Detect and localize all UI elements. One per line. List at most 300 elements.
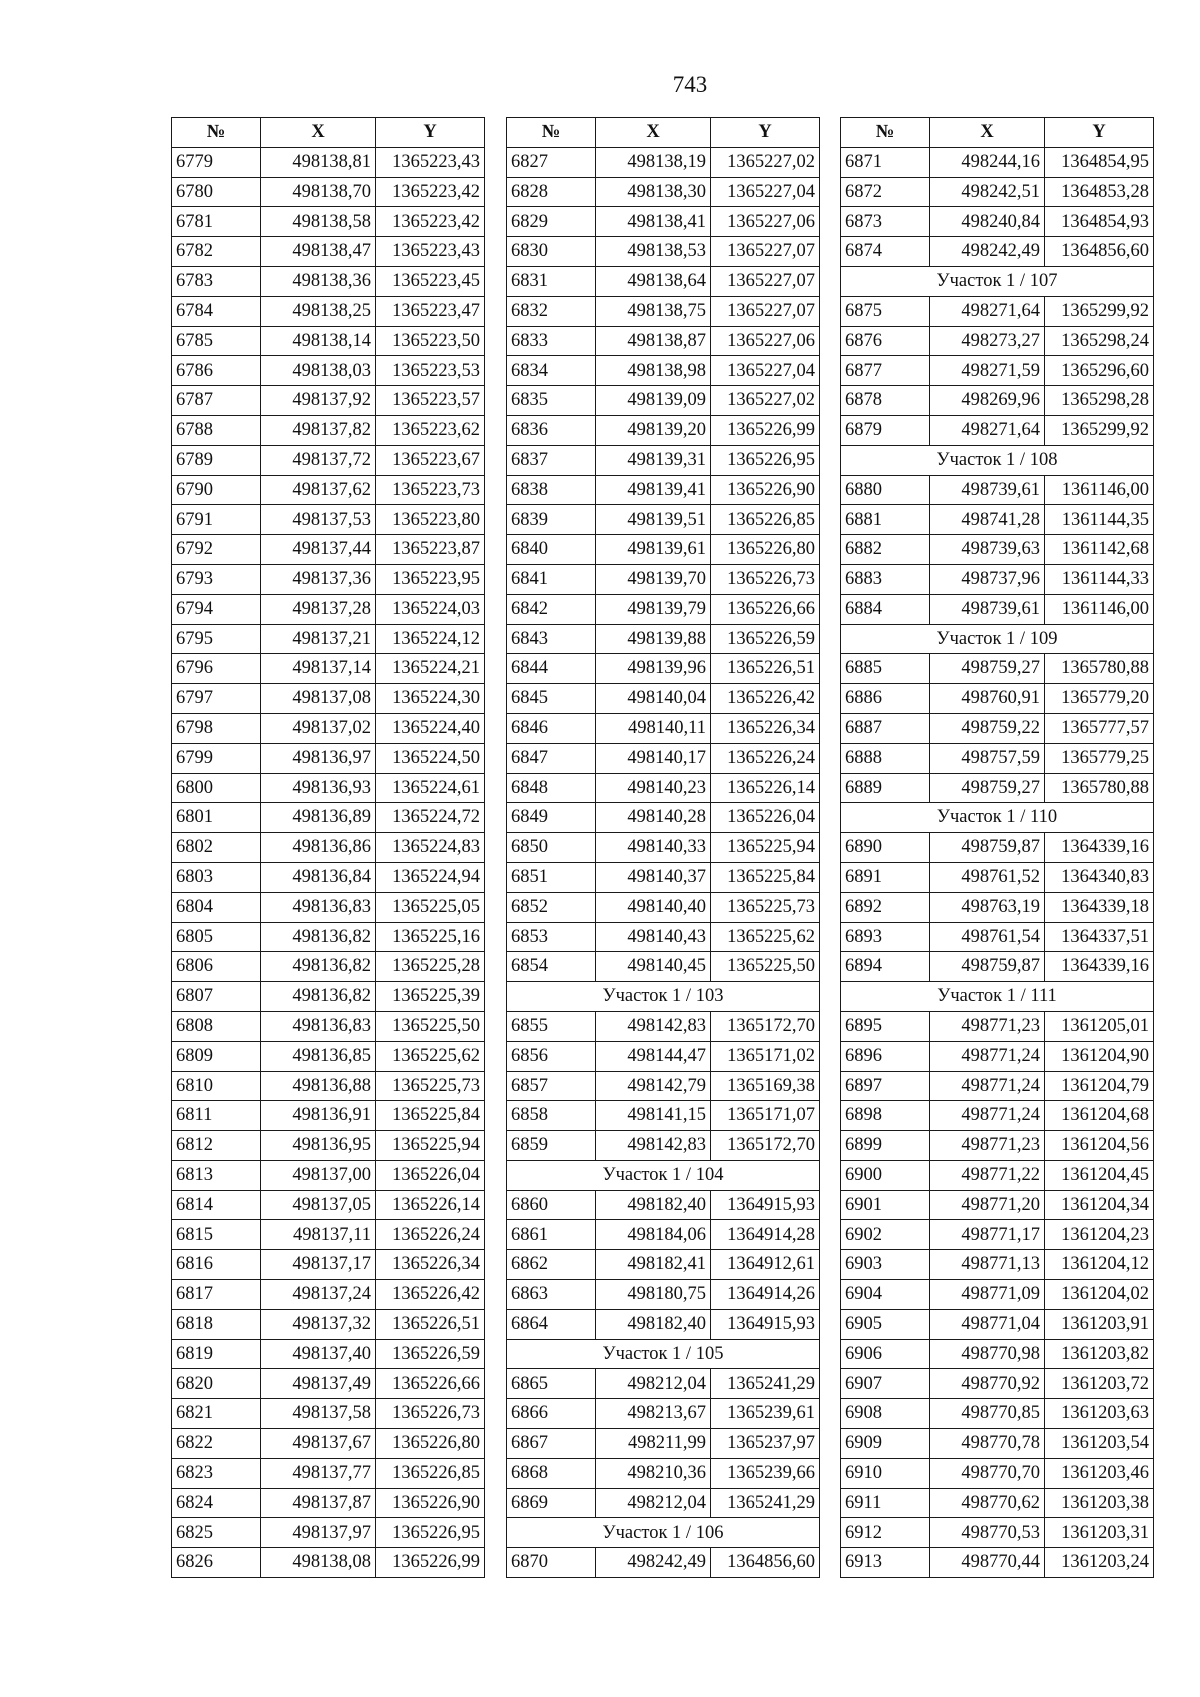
section-row	[841, 803, 1154, 833]
coord-x: 498137,49	[261, 1369, 376, 1399]
coord-y: 1364856,60	[711, 1548, 820, 1578]
coord-y: 1365223,50	[376, 326, 485, 356]
table-row	[172, 1220, 485, 1250]
coord-x: 498137,58	[261, 1399, 376, 1429]
coord-x: 498140,40	[596, 892, 711, 922]
coord-y: 1365225,73	[376, 1071, 485, 1101]
coord-x: 498137,82	[261, 415, 376, 445]
section-label: Участок 1 / 109	[841, 624, 1154, 654]
coord-x: 498760,91	[930, 684, 1045, 714]
coord-x: 498137,28	[261, 594, 376, 624]
point-number: 6791	[172, 505, 261, 535]
table-row	[507, 713, 820, 743]
point-number: 6815	[172, 1220, 261, 1250]
table-row	[841, 1131, 1154, 1161]
table-row	[172, 743, 485, 773]
coord-y: 1365223,87	[376, 535, 485, 565]
coord-y: 1365227,06	[711, 326, 820, 356]
coord-y: 1361204,23	[1045, 1220, 1154, 1250]
coord-x: 498139,79	[596, 594, 711, 624]
table-row	[507, 1190, 820, 1220]
coord-y: 1365296,60	[1045, 356, 1154, 386]
section-row	[507, 1160, 820, 1190]
table-row	[841, 535, 1154, 565]
coord-y: 1365779,25	[1045, 743, 1154, 773]
table-row	[841, 1429, 1154, 1459]
table-row	[507, 1071, 820, 1101]
table-row	[841, 1280, 1154, 1310]
point-number: 6801	[172, 803, 261, 833]
coord-x: 498739,61	[930, 594, 1045, 624]
point-number: 6827	[507, 147, 596, 177]
point-number: 6871	[841, 147, 930, 177]
coord-y: 1365299,92	[1045, 296, 1154, 326]
coord-y: 1365298,28	[1045, 386, 1154, 416]
point-number: 6808	[172, 1011, 261, 1041]
coord-x: 498137,77	[261, 1458, 376, 1488]
table-row	[172, 1071, 485, 1101]
coord-y: 1365227,07	[711, 266, 820, 296]
point-number: 6843	[507, 624, 596, 654]
point-number: 6880	[841, 475, 930, 505]
coord-y: 1365237,97	[711, 1429, 820, 1459]
coord-x: 498180,75	[596, 1280, 711, 1310]
point-number: 6788	[172, 415, 261, 445]
table-row	[507, 862, 820, 892]
point-number: 6787	[172, 386, 261, 416]
table-row	[507, 207, 820, 237]
table-row	[172, 1339, 485, 1369]
coord-y: 1365226,99	[711, 415, 820, 445]
point-number: 6810	[172, 1071, 261, 1101]
table-row	[172, 356, 485, 386]
coord-x: 498136,86	[261, 833, 376, 863]
coord-x: 498244,16	[930, 147, 1045, 177]
coord-y: 1364854,95	[1045, 147, 1154, 177]
coord-y: 1364856,60	[1045, 237, 1154, 267]
point-number: 6910	[841, 1458, 930, 1488]
point-number: 6896	[841, 1041, 930, 1071]
table-row	[507, 624, 820, 654]
table-row	[841, 475, 1154, 505]
table-row	[172, 1101, 485, 1131]
table-row	[172, 1458, 485, 1488]
point-number: 6792	[172, 535, 261, 565]
table-row	[841, 356, 1154, 386]
point-number: 6865	[507, 1369, 596, 1399]
point-number: 6793	[172, 564, 261, 594]
coord-x: 498138,58	[261, 207, 376, 237]
coord-x: 498771,22	[930, 1160, 1045, 1190]
point-number: 6800	[172, 773, 261, 803]
coord-y: 1361203,38	[1045, 1488, 1154, 1518]
point-number: 6870	[507, 1548, 596, 1578]
coord-x: 498144,47	[596, 1041, 711, 1071]
coord-y: 1365225,62	[376, 1041, 485, 1071]
coord-x: 498138,19	[596, 147, 711, 177]
point-number: 6890	[841, 833, 930, 863]
point-number: 6820	[172, 1369, 261, 1399]
coord-y: 1361142,68	[1045, 535, 1154, 565]
coord-x: 498136,88	[261, 1071, 376, 1101]
point-number: 6863	[507, 1280, 596, 1310]
coord-y: 1365226,51	[376, 1309, 485, 1339]
coord-y: 1365223,62	[376, 415, 485, 445]
coord-y: 1361144,35	[1045, 505, 1154, 535]
point-number: 6806	[172, 952, 261, 982]
point-number: 6897	[841, 1071, 930, 1101]
coord-x: 498770,70	[930, 1458, 1045, 1488]
point-number: 6782	[172, 237, 261, 267]
coord-x: 498136,89	[261, 803, 376, 833]
point-number: 6789	[172, 445, 261, 475]
header-x: X	[261, 118, 376, 148]
coord-x: 498137,36	[261, 564, 376, 594]
coord-y: 1365226,24	[376, 1220, 485, 1250]
point-number: 6779	[172, 147, 261, 177]
coord-y: 1365226,66	[376, 1369, 485, 1399]
table-row	[172, 684, 485, 714]
coord-y: 1365225,39	[376, 982, 485, 1012]
coord-x: 498771,24	[930, 1041, 1045, 1071]
table-row	[841, 1488, 1154, 1518]
point-number: 6847	[507, 743, 596, 773]
coord-x: 498137,32	[261, 1309, 376, 1339]
coord-x: 498138,98	[596, 356, 711, 386]
table-row	[172, 1041, 485, 1071]
point-number: 6891	[841, 862, 930, 892]
point-number: 6846	[507, 713, 596, 743]
table-row	[507, 803, 820, 833]
coord-x: 498138,70	[261, 177, 376, 207]
coord-y: 1365223,42	[376, 207, 485, 237]
coord-y: 1365223,47	[376, 296, 485, 326]
coord-y: 1365224,50	[376, 743, 485, 773]
point-number: 6893	[841, 922, 930, 952]
point-number: 6790	[172, 475, 261, 505]
point-number: 6794	[172, 594, 261, 624]
point-number: 6908	[841, 1399, 930, 1429]
table-row	[172, 803, 485, 833]
header-row	[841, 118, 1154, 148]
point-number: 6805	[172, 922, 261, 952]
coord-y: 1365172,70	[711, 1131, 820, 1161]
point-number: 6784	[172, 296, 261, 326]
coord-x: 498184,06	[596, 1220, 711, 1250]
coord-x: 498771,24	[930, 1071, 1045, 1101]
coord-x: 498137,17	[261, 1250, 376, 1280]
table-row	[172, 1280, 485, 1310]
coord-y: 1365223,73	[376, 475, 485, 505]
point-number: 6892	[841, 892, 930, 922]
point-number: 6884	[841, 594, 930, 624]
coord-x: 498182,40	[596, 1190, 711, 1220]
table-row	[841, 1518, 1154, 1548]
coord-x: 498137,02	[261, 713, 376, 743]
table-row	[841, 1190, 1154, 1220]
table-row	[841, 833, 1154, 863]
coord-x: 498759,87	[930, 952, 1045, 982]
point-number: 6840	[507, 535, 596, 565]
table-row	[507, 1548, 820, 1578]
point-number: 6817	[172, 1280, 261, 1310]
coord-y: 1364854,93	[1045, 207, 1154, 237]
point-number: 6872	[841, 177, 930, 207]
coord-x: 498759,87	[930, 833, 1045, 863]
point-number: 6823	[172, 1458, 261, 1488]
point-number: 6856	[507, 1041, 596, 1071]
coord-y: 1365241,29	[711, 1369, 820, 1399]
table-row	[172, 266, 485, 296]
section-label: Участок 1 / 108	[841, 445, 1154, 475]
coord-y: 1365227,07	[711, 296, 820, 326]
table-row	[841, 743, 1154, 773]
coord-x: 498139,96	[596, 654, 711, 684]
table-row	[172, 1369, 485, 1399]
coord-y: 1365227,04	[711, 177, 820, 207]
coord-x: 498139,88	[596, 624, 711, 654]
coord-x: 498771,20	[930, 1190, 1045, 1220]
coord-x: 498138,53	[596, 237, 711, 267]
coord-y: 1361203,24	[1045, 1548, 1154, 1578]
table-row	[841, 922, 1154, 952]
point-number: 6816	[172, 1250, 261, 1280]
page-number: 743	[672, 72, 708, 97]
table-row	[841, 1548, 1154, 1578]
table-row	[841, 1309, 1154, 1339]
point-number: 6888	[841, 743, 930, 773]
coord-x: 498771,23	[930, 1011, 1045, 1041]
table-row	[507, 833, 820, 863]
table-row	[507, 1309, 820, 1339]
coord-y: 1365171,02	[711, 1041, 820, 1071]
table-row	[841, 1220, 1154, 1250]
table-row	[172, 386, 485, 416]
coord-y: 1361204,34	[1045, 1190, 1154, 1220]
coord-y: 1365226,42	[711, 684, 820, 714]
coord-x: 498271,64	[930, 296, 1045, 326]
point-number: 6835	[507, 386, 596, 416]
table-row	[172, 833, 485, 863]
point-number: 6799	[172, 743, 261, 773]
table-row	[507, 296, 820, 326]
table-row	[172, 1250, 485, 1280]
coord-x: 498770,62	[930, 1488, 1045, 1518]
table-row	[507, 892, 820, 922]
point-number: 6852	[507, 892, 596, 922]
coord-y: 1361146,00	[1045, 594, 1154, 624]
table-row	[507, 386, 820, 416]
table-row	[841, 1339, 1154, 1369]
table-row	[507, 1429, 820, 1459]
point-number: 6838	[507, 475, 596, 505]
point-number: 6861	[507, 1220, 596, 1250]
point-number: 6878	[841, 386, 930, 416]
table-row	[507, 415, 820, 445]
section-label: Участок 1 / 107	[841, 266, 1154, 296]
coord-y: 1364340,83	[1045, 862, 1154, 892]
coord-x: 498138,41	[596, 207, 711, 237]
coord-x: 498770,53	[930, 1518, 1045, 1548]
point-number: 6883	[841, 564, 930, 594]
point-number: 6875	[841, 296, 930, 326]
coord-y: 1364337,51	[1045, 922, 1154, 952]
point-number: 6882	[841, 535, 930, 565]
table-row	[841, 1011, 1154, 1041]
table-row	[841, 773, 1154, 803]
coord-y: 1365223,43	[376, 147, 485, 177]
coord-x: 498763,19	[930, 892, 1045, 922]
section-row	[841, 624, 1154, 654]
point-number: 6812	[172, 1131, 261, 1161]
table-row	[507, 922, 820, 952]
table-row	[507, 326, 820, 356]
table-row	[841, 654, 1154, 684]
point-number: 6834	[507, 356, 596, 386]
coord-y: 1361203,46	[1045, 1458, 1154, 1488]
point-number: 6913	[841, 1548, 930, 1578]
table-row	[172, 237, 485, 267]
coord-x: 498137,92	[261, 386, 376, 416]
table-row	[172, 1548, 485, 1578]
coord-y: 1365224,12	[376, 624, 485, 654]
point-number: 6781	[172, 207, 261, 237]
table-row	[841, 1250, 1154, 1280]
table-row	[172, 445, 485, 475]
coord-y: 1361204,02	[1045, 1280, 1154, 1310]
header-number: №	[172, 118, 261, 148]
coord-y: 1361146,00	[1045, 475, 1154, 505]
point-number: 6906	[841, 1339, 930, 1369]
point-number: 6866	[507, 1399, 596, 1429]
table-row	[172, 1399, 485, 1429]
table-row	[172, 713, 485, 743]
coord-y: 1365226,34	[376, 1250, 485, 1280]
coord-y: 1365223,53	[376, 356, 485, 386]
coord-y: 1361144,33	[1045, 564, 1154, 594]
coord-x: 498137,97	[261, 1518, 376, 1548]
coord-x: 498137,14	[261, 654, 376, 684]
table-row	[172, 207, 485, 237]
table-row	[507, 356, 820, 386]
table-row	[507, 475, 820, 505]
coord-x: 498137,44	[261, 535, 376, 565]
table-row	[507, 1280, 820, 1310]
coord-y: 1365777,57	[1045, 713, 1154, 743]
coord-x: 498136,93	[261, 773, 376, 803]
table-row	[507, 594, 820, 624]
table-row	[507, 773, 820, 803]
table-row	[841, 1071, 1154, 1101]
coord-y: 1364853,28	[1045, 177, 1154, 207]
coord-x: 498242,51	[930, 177, 1045, 207]
coord-x: 498138,87	[596, 326, 711, 356]
coord-y: 1365226,95	[376, 1518, 485, 1548]
section-label: Участок 1 / 110	[841, 803, 1154, 833]
coord-y: 1365224,21	[376, 654, 485, 684]
point-number: 6853	[507, 922, 596, 952]
point-number: 6811	[172, 1101, 261, 1131]
table-row	[172, 862, 485, 892]
coord-y: 1365226,14	[376, 1190, 485, 1220]
coord-x: 498139,61	[596, 535, 711, 565]
table-row	[841, 326, 1154, 356]
header-x: X	[930, 118, 1045, 148]
coord-x: 498140,45	[596, 952, 711, 982]
table-row	[172, 535, 485, 565]
table-row	[507, 1220, 820, 1250]
point-number: 6911	[841, 1488, 930, 1518]
coord-x: 498739,63	[930, 535, 1045, 565]
coord-y: 1365226,51	[711, 654, 820, 684]
coord-y: 1365225,50	[376, 1011, 485, 1041]
coord-y: 1365227,02	[711, 147, 820, 177]
coord-x: 498142,83	[596, 1011, 711, 1041]
table-row	[172, 1309, 485, 1339]
coord-y: 1365225,94	[711, 833, 820, 863]
coord-x: 498771,09	[930, 1280, 1045, 1310]
coord-y: 1361203,54	[1045, 1429, 1154, 1459]
table-row	[841, 684, 1154, 714]
table-row	[841, 594, 1154, 624]
coord-x: 498136,82	[261, 952, 376, 982]
point-number: 6831	[507, 266, 596, 296]
table-row	[507, 1458, 820, 1488]
coord-y: 1365223,80	[376, 505, 485, 535]
section-label: Участок 1 / 105	[507, 1339, 820, 1369]
coord-x: 498210,36	[596, 1458, 711, 1488]
table-row	[172, 564, 485, 594]
coord-x: 498142,79	[596, 1071, 711, 1101]
table-row	[841, 237, 1154, 267]
header-row	[172, 118, 485, 148]
point-number: 6901	[841, 1190, 930, 1220]
coord-y: 1365223,42	[376, 177, 485, 207]
point-number: 6885	[841, 654, 930, 684]
coord-y: 1361203,31	[1045, 1518, 1154, 1548]
coord-y: 1365226,59	[711, 624, 820, 654]
coord-y: 1365225,84	[376, 1101, 485, 1131]
table-row	[172, 773, 485, 803]
coord-y: 1365780,88	[1045, 654, 1154, 684]
coord-x: 498770,98	[930, 1339, 1045, 1369]
point-number: 6909	[841, 1429, 930, 1459]
coord-y: 1361204,68	[1045, 1101, 1154, 1131]
header-x: X	[596, 118, 711, 148]
table-row	[172, 177, 485, 207]
coord-x: 498137,11	[261, 1220, 376, 1250]
coord-x: 498140,04	[596, 684, 711, 714]
coord-x: 498137,40	[261, 1339, 376, 1369]
header-y: Y	[376, 118, 485, 148]
point-number: 6905	[841, 1309, 930, 1339]
point-number: 6804	[172, 892, 261, 922]
point-number: 6836	[507, 415, 596, 445]
coord-y: 1365227,06	[711, 207, 820, 237]
coord-y: 1365299,92	[1045, 415, 1154, 445]
coord-y: 1365225,16	[376, 922, 485, 952]
coord-x: 498771,04	[930, 1309, 1045, 1339]
coord-y: 1365241,29	[711, 1488, 820, 1518]
coord-x: 498141,15	[596, 1101, 711, 1131]
point-number: 6898	[841, 1101, 930, 1131]
point-number: 6907	[841, 1369, 930, 1399]
point-number: 6867	[507, 1429, 596, 1459]
table-row	[507, 1399, 820, 1429]
point-number: 6899	[841, 1131, 930, 1161]
table-row	[507, 147, 820, 177]
coord-y: 1365223,57	[376, 386, 485, 416]
